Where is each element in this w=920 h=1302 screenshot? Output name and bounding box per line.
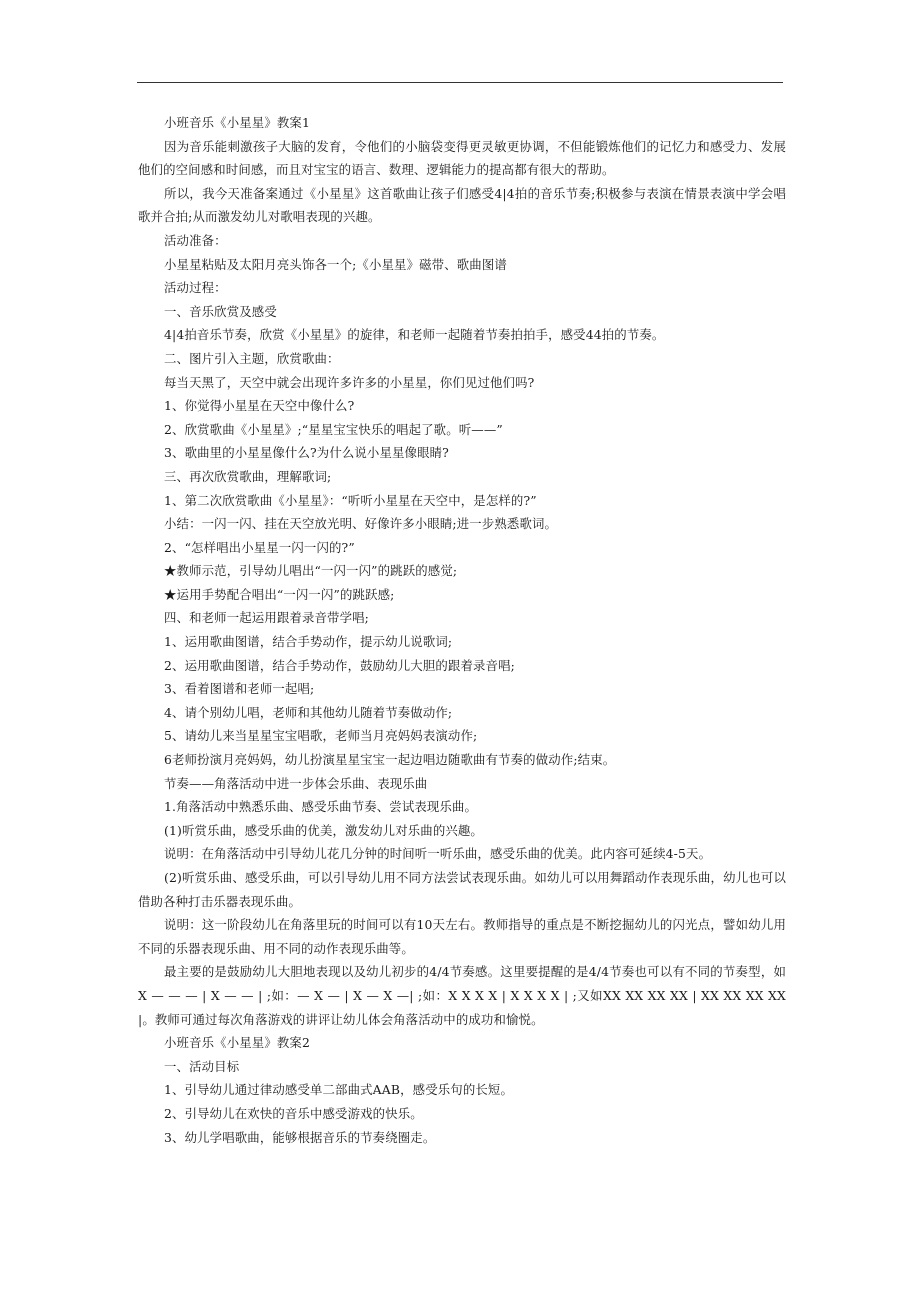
paragraph: (1)听赏乐曲，感受乐曲的优美，激发幼儿对乐曲的兴趣。	[164, 822, 483, 838]
paragraph: ★运用手势配合唱出“一闪一闪”的跳跃感;	[164, 586, 395, 602]
paragraph: 所以，我今天准备案通过《小星星》这首歌曲让孩子们感受4|4拍的音乐节奏;积极参与表演在情景表演中学会唱歌并合拍;从而激发幼儿对歌唱表现的兴趣。	[138, 185, 786, 225]
paragraph: 1、运用歌曲图谱，结合手势动作，提示幼儿说歌词;	[164, 634, 453, 650]
paragraph: 3、歌曲里的小星星像什么?为什么说小星星像眼睛?	[164, 445, 449, 461]
paragraph: 三、再次欣赏歌曲，理解歌词;	[164, 468, 332, 484]
document-body	[138, 111, 786, 1149]
paragraph: 因为音乐能刺激孩子大脑的发育，令他们的小脑袋变得更灵敏更协调，不但能锻炼他们的记忆力和感受力、发展他们的空间感和时间感，而且对宝宝的语言、数理、逻辑能力的提高都有很大的帮助。	[138, 138, 786, 178]
paragraph: 四、和老师一起运用跟着录音带学唱;	[164, 610, 369, 626]
paragraph: (2)听赏乐曲、感受乐曲，可以引导幼儿用不同方法尝试表现乐曲。如幼儿可以用舞蹈动作表现乐曲，幼儿也可以借助各种打击乐器表现乐曲。	[138, 870, 786, 909]
paragraph: 说明：这一阶段幼儿在角落里玩的时间可以有10天左右。教师指导的重点是不断挖掘幼儿的闪光点，譬如幼儿用不同的乐器表现乐曲、用不同的动作表现乐曲等。	[138, 917, 786, 956]
paragraph: 节奏——角落活动中进一步体会乐曲、表现乐曲	[164, 775, 428, 791]
paragraph: 2、欣赏歌曲《小星星》;“星星宝宝快乐的唱起了歌。听——”	[164, 421, 503, 437]
paragraph: 2、引导幼儿在欢快的音乐中感受游戏的快乐。	[164, 1105, 423, 1121]
paragraph: 一、活动目标	[164, 1058, 240, 1074]
paragraph: 2、“怎样唱出小星星一闪一闪的?”	[164, 539, 355, 555]
paragraph: 最主要的是鼓励幼儿大胆地表现以及幼儿初步的4/4节奏感。这里要提醒的是4/4节奏也可以有不同的节奏型，如X — — — | X — — | ;如：— X — | X — X —| ;如：X X X X | X X X X | ;又如XX XX XX XX | XX XX XX XX |。教师可通过每次角落游戏的讲评让幼儿体会角落活动中的成功和愉悦。	[138, 964, 786, 1027]
paragraph: ★教师示范，引导幼儿唱出“一闪一闪”的跳跃的感觉;	[164, 563, 458, 579]
paragraph: 小班音乐《小星星》教案1	[164, 115, 310, 130]
paragraph: 1、引导幼儿通过律动感受单二部曲式AAB，感受乐句的长短。	[164, 1082, 514, 1098]
paragraph: 每当天黑了，天空中就会出现许多许多的小星星，你们见过他们吗?	[164, 374, 535, 390]
paragraph: 小结：一闪一闪、挂在天空放光明、好像许多小眼睛;进一步熟悉歌词。	[164, 516, 558, 532]
paragraph: 3、幼儿学唱歌曲，能够根据音乐的节奏绕圈走。	[164, 1129, 436, 1145]
header-rule	[137, 82, 783, 83]
paragraph: 小班音乐《小星星》教案2	[164, 1035, 310, 1051]
paragraph: 说明：在角落活动中引导幼儿花几分钟的时间听一听乐曲，感受乐曲的优美。此内容可延续4-5天。	[164, 846, 712, 862]
paragraph: 1.角落活动中熟悉乐曲、感受乐曲节奏、尝试表现乐曲。	[164, 799, 478, 815]
paragraph: 1、你觉得小星星在天空中像什么?	[164, 398, 355, 414]
paragraph: 5、请幼儿来当星星宝宝唱歌，老师当月亮妈妈表演动作;	[164, 728, 478, 744]
paragraph: 1、第二次欣赏歌曲《小星星》：“听听小星星在天空中，是怎样的?”	[164, 492, 537, 508]
paragraph: 4|4拍音乐节奏，欣赏《小星星》的旋律，和老师一起随着节奏拍拍手，感受44拍的节奏。	[164, 327, 665, 343]
paragraph: 2、运用歌曲图谱，结合手势动作，鼓励幼儿大胆的跟着录音唱;	[164, 657, 515, 673]
paragraph: 二、图片引入主题，欣赏歌曲：	[164, 350, 340, 366]
paragraph: 6老师扮演月亮妈妈，幼儿扮演星星宝宝一起边唱边随歌曲有节奏的做动作;结束。	[164, 752, 616, 768]
paragraph: 一、音乐欣赏及感受	[164, 303, 277, 319]
paragraph: 4、请个别幼儿唱，老师和其他幼儿随着节奏做动作;	[164, 704, 453, 720]
paragraph: 活动过程：	[164, 280, 227, 296]
paragraph: 小星星粘贴及太阳月亮头饰各一个;《小星星》磁带、歌曲图谱	[164, 256, 507, 272]
paragraph: 活动准备：	[164, 232, 227, 248]
paragraph: 3、看着图谱和老师一起唱;	[164, 681, 315, 697]
